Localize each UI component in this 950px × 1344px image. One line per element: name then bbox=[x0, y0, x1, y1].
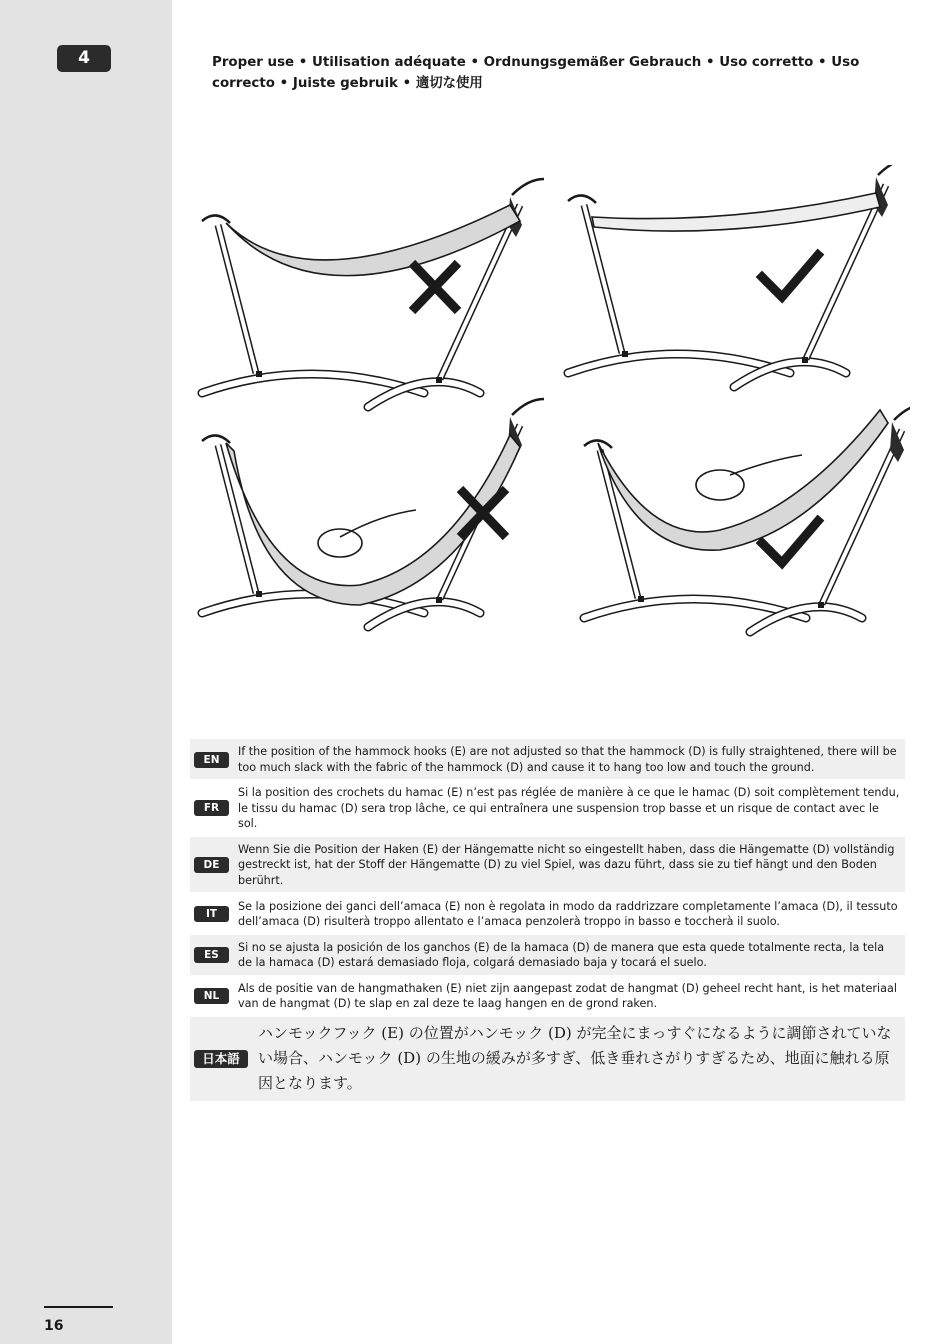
language-badge: FR bbox=[194, 800, 229, 816]
instruction-it bbox=[190, 894, 905, 934]
language-instructions bbox=[190, 739, 905, 1102]
panel-bottom-left bbox=[202, 399, 544, 627]
language-badge: EN bbox=[194, 752, 229, 768]
sidebar bbox=[0, 0, 172, 1344]
language-badge: ES bbox=[194, 947, 229, 963]
instruction-es bbox=[190, 935, 905, 975]
instruction-en bbox=[190, 739, 905, 779]
page-number: 16 bbox=[44, 1318, 64, 1334]
panel-bottom-right bbox=[584, 404, 910, 632]
language-badge: DE bbox=[194, 857, 229, 873]
instruction-text: If the position of the hammock hooks (E) are not adjusted so that the hammock (D) is fully straightened, there will be too much slack with the fabric of the hammock (D) and cause it to hang too low and touch the ground. bbox=[238, 745, 897, 774]
instruction-text: Wenn Sie die Position der Haken (E) der Hängematte nicht so eingestellt haben, dass die Hängematte (D) vollständig gestreckt ist, hat der Stoff der Hängematte (D) zu viel Spiel, was dazu führt, dass sie zu tief hängt und den Boden berührt. bbox=[238, 842, 895, 887]
instruction-fr bbox=[190, 780, 905, 836]
step-badge: 4 bbox=[57, 45, 111, 72]
instruction-text: Si no se ajusta la posición de los ganchos (E) de la hamaca (D) de manera que esta quede totalmente recta, la tela de la hamaca (D) estará demasiado floja, colgará demasiado baja y tocará el suelo. bbox=[238, 940, 885, 970]
section-heading: Proper use • Utilisation adéquate • Ordnungsgemäßer Gebrauch • Uso corretto • Uso correcto • Juiste gebruik • 適切な使用 bbox=[212, 55, 860, 91]
instruction-text: ハンモックフック (E) の位置がハンモック (D) が完全にまっすぐになるように調節されていない場合、ハンモック (D) の生地の緩みが多すぎ、低き垂れさがりすぎるため、地面に触れる原因となります。 bbox=[258, 1024, 892, 1093]
panel-top-left bbox=[202, 179, 544, 407]
language-badge: NL bbox=[194, 988, 229, 1004]
instruction-text: Als de positie van de hangmathaken (E) niet zijn aangepast zodat de hangmat (D) geheel recht hant, is het materiaal van de hangmat (D) te slap en zal deze te laag hangen en de grond raken. bbox=[238, 981, 897, 1011]
instruction-ja bbox=[190, 1017, 905, 1101]
panel-top-right bbox=[568, 165, 910, 387]
footer-rule bbox=[44, 1306, 113, 1308]
instruction-de bbox=[190, 837, 905, 893]
instruction-text: Se la posizione dei ganci dell’amaca (E) non è regolata in modo da raddrizzare completamente l’amaca (D), il tessuto dell’amaca (D) risulterà troppo allentato e l’amaca penzolerà troppo in basso e toccherà il suolo. bbox=[238, 899, 898, 929]
instruction-nl bbox=[190, 976, 905, 1016]
language-badge: IT bbox=[194, 906, 229, 922]
instruction-text: Si la position des crochets du hamac (E) n’est pas réglée de manière à ce que le hamac (D) soit complètement tendu, le tissu du hamac (D) sera trop lâche, ce qui entraînera une suspension trop basse et un risque de contact avec le sol. bbox=[238, 786, 900, 831]
cross-icon bbox=[412, 263, 458, 311]
hammock-usage-illustration bbox=[190, 165, 910, 640]
language-badge: 日本語 bbox=[194, 1050, 248, 1068]
